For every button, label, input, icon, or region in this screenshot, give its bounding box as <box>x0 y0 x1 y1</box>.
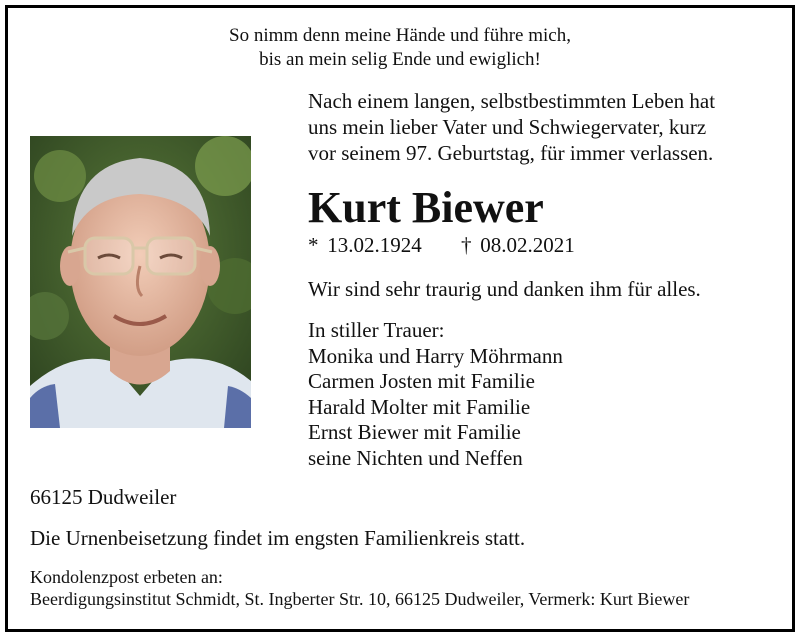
mourners-block <box>308 318 563 471</box>
intro-line-3: vor seinem 97. Geburtstag, für immer verlassen. <box>308 141 714 165</box>
intro-line-2: uns mein lieber Vater und Schwiegervater, kurz <box>308 115 707 139</box>
intro-line-1: Nach einem langen, selbstbestimmten Leben hat <box>308 89 716 113</box>
life-dates <box>308 232 575 258</box>
urn-notice: Die Urnenbeisetzung findet im engsten Familienkreis statt. <box>30 526 526 550</box>
mourner-name: seine Nichten und Neffen <box>308 445 523 470</box>
mourner-name: Monika und Harry Möhrmann <box>308 343 563 368</box>
deceased-name: Kurt Biewer <box>308 183 544 232</box>
thanks-text: Wir sind sehr traurig und danken ihm für alles. <box>308 277 701 301</box>
mourner-name: Harald Molter mit Familie <box>308 394 531 419</box>
birth-symbol: * <box>308 233 319 257</box>
mourner-name: Ernst Biewer mit Familie <box>308 420 521 444</box>
death-date: 08.02.2021 <box>480 233 575 257</box>
birth-date: 13.02.1924 <box>327 233 422 257</box>
verse-line-2: bis an mein selig Ende und ewiglich! <box>259 49 541 70</box>
condolence-info <box>30 566 689 610</box>
verse-line-1: So nimm denn meine Hände und führe mich, <box>229 25 571 46</box>
intro-text <box>308 88 715 166</box>
verse <box>0 24 800 72</box>
portrait-photo <box>30 136 251 428</box>
town-line: 66125 Dudweiler <box>30 485 177 509</box>
death-symbol: † <box>461 233 472 257</box>
condolence-address: Beerdigungsinstitut Schmidt, St. Ingberter Str. 10, 66125 Dudweiler, Vermerk: Kurt Biewer <box>30 589 690 609</box>
mourner-name: Carmen Josten mit Familie <box>308 369 535 393</box>
mourners-heading: In stiller Trauer: <box>308 318 445 342</box>
condolence-heading: Kondolenzpost erbeten an: <box>30 567 223 587</box>
